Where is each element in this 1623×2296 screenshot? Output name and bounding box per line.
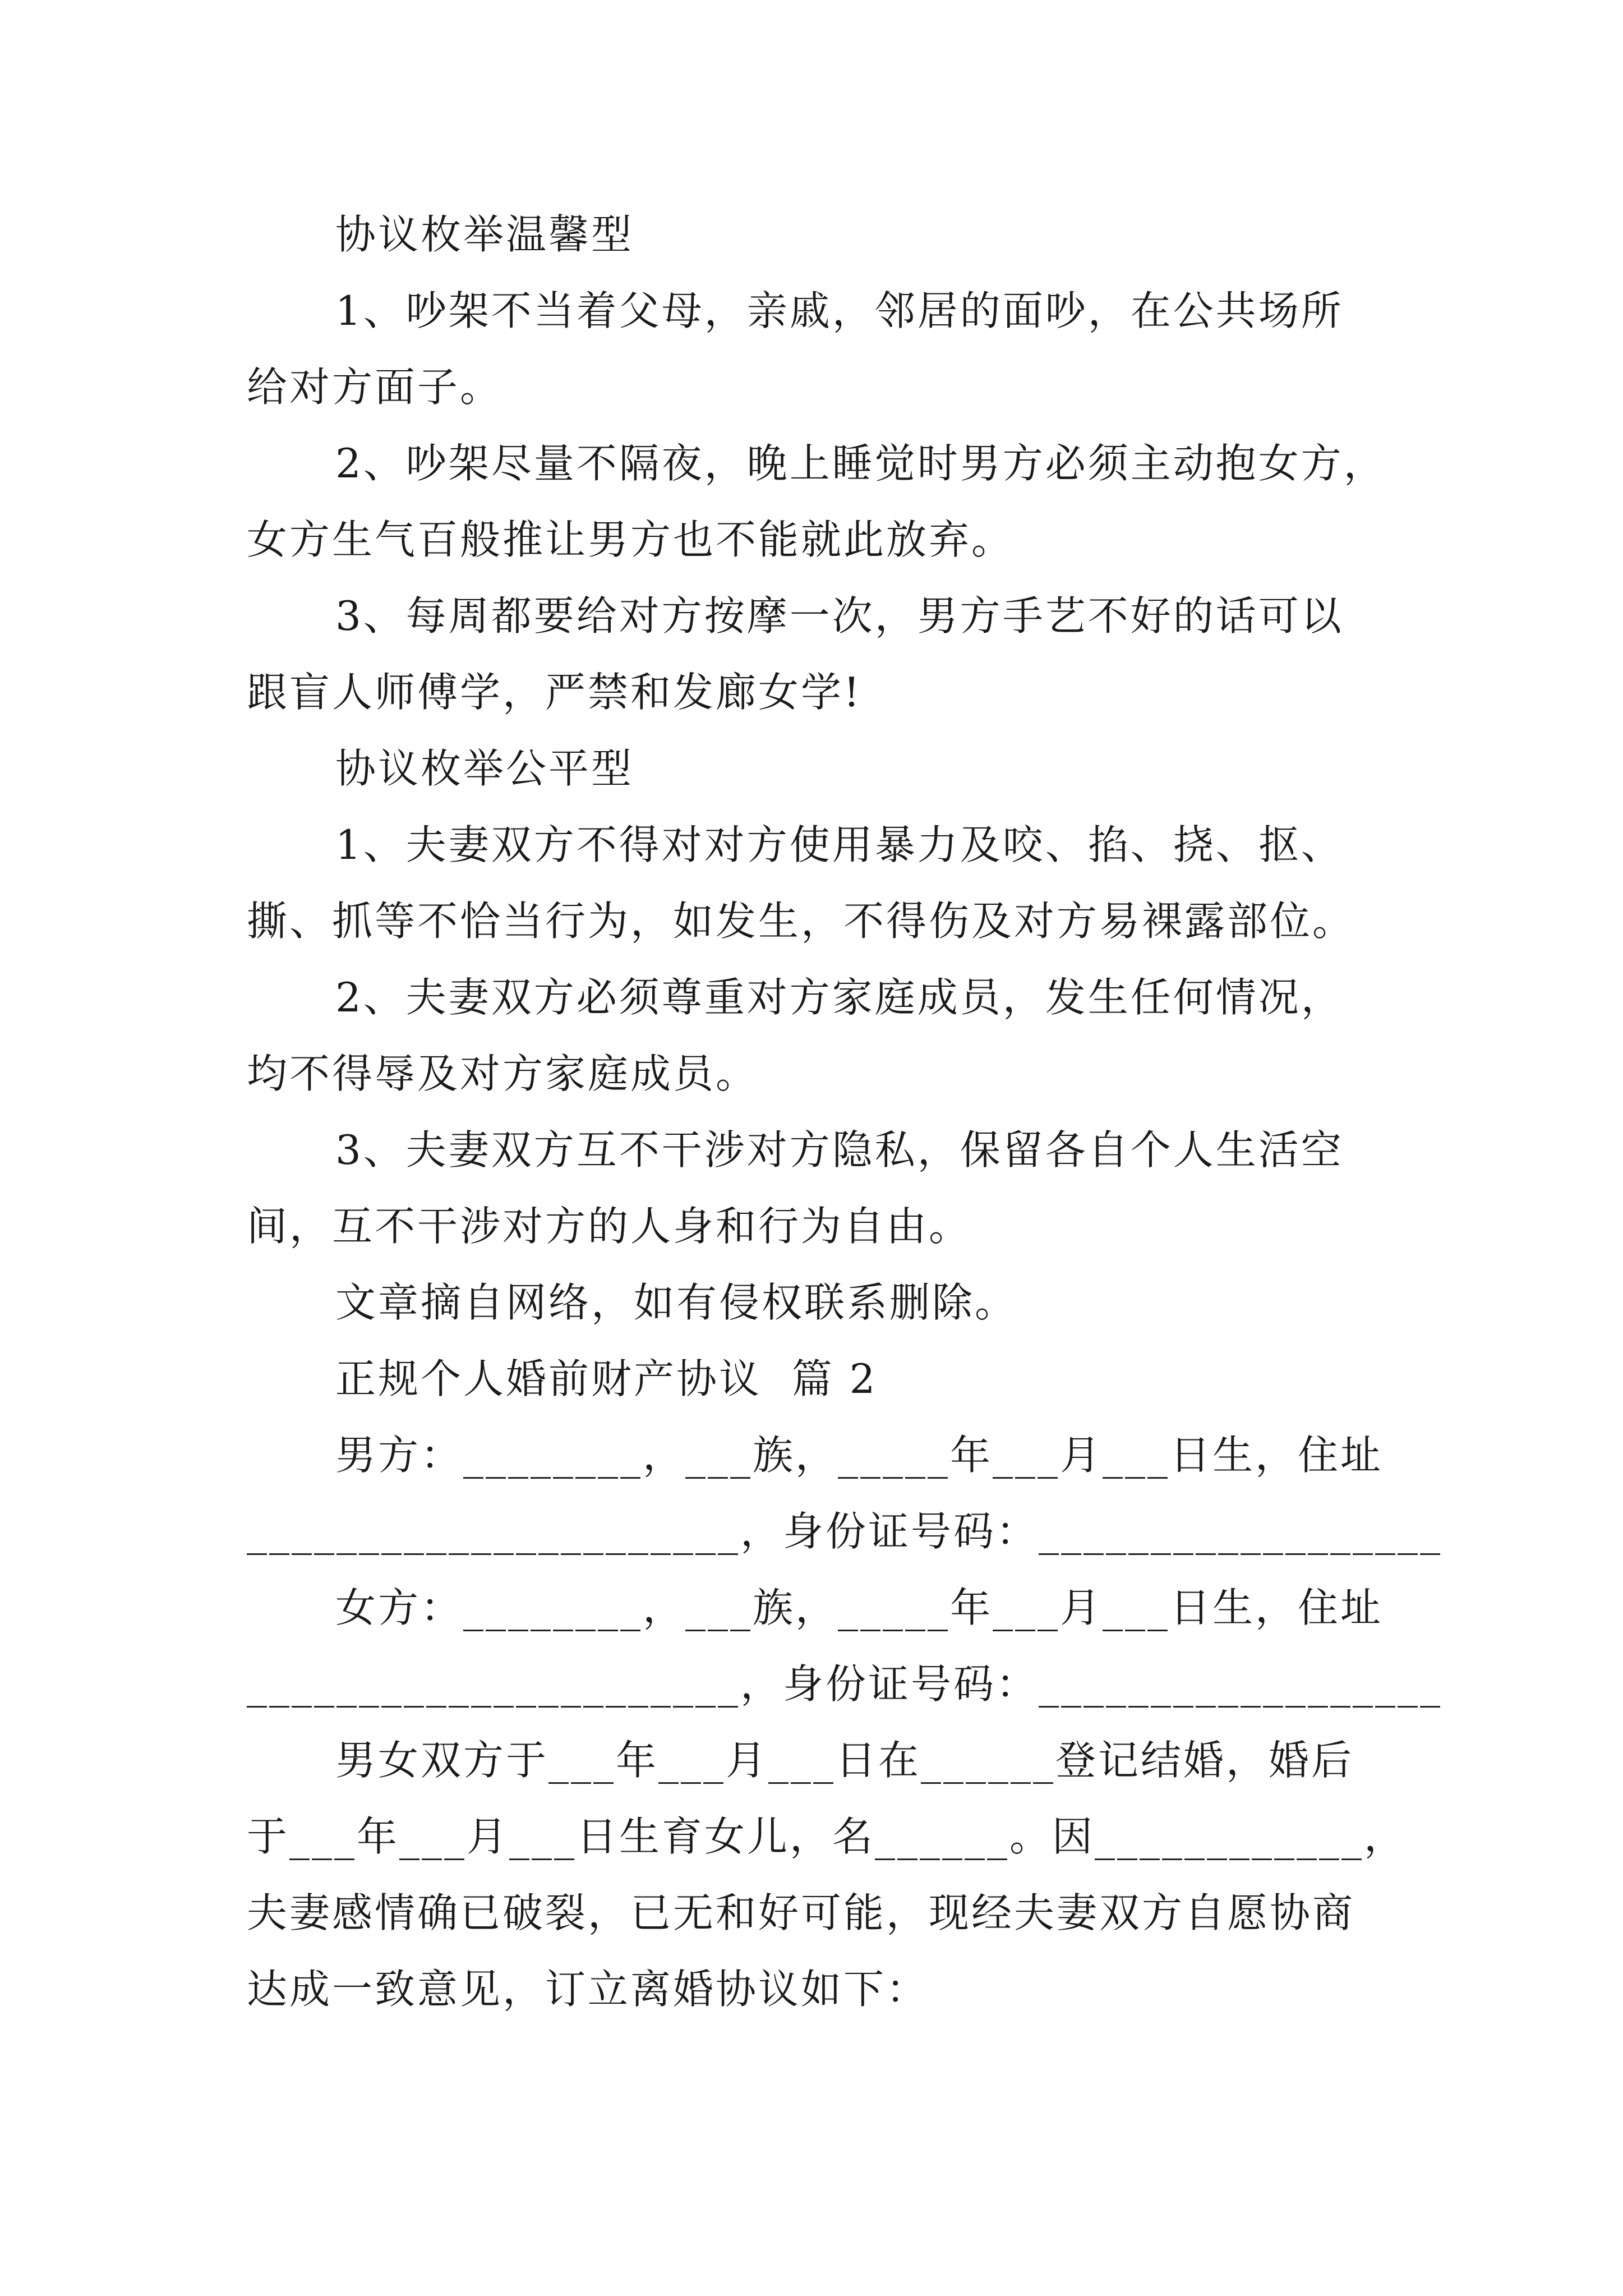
paragraph-line: 2、夫妻双方必须尊重对方家庭成员，发生任何情况， — [335, 974, 1344, 1021]
paragraph-line: 于___年___月___日生育女儿，名______。因____________， — [247, 1813, 1407, 1860]
paragraph-line: 跟盲人师傅学，严禁和发廊女学! — [247, 669, 862, 716]
paragraph-line: 3、每周都要给对方按摩一次，男方手艺不好的话可以 — [335, 592, 1344, 639]
paragraph-line: 1、夫妻双方不得对对方使用暴力及咬、掐、挠、抠、 — [335, 821, 1344, 868]
paragraph-line: 夫妻感情确已破裂，已无和好可能，现经夫妻双方自愿协商 — [247, 1889, 1355, 1936]
section-heading: 正规个人婚前财产协议 篇 2 — [335, 1355, 878, 1402]
paragraph-line: 文章摘自网络，如有侵权联系删除。 — [335, 1279, 1018, 1326]
section-heading: 协议枚举公平型 — [335, 745, 634, 792]
form-line: 女方：________，___族，_____年___月___日生，住址 — [335, 1584, 1384, 1631]
form-line: 男方：________，___族，_____年___月___日生，住址 — [335, 1432, 1384, 1479]
paragraph-line: 男女双方于___年___月___日在______登记结婚，婚后 — [335, 1737, 1354, 1784]
form-line: ______________________，身份证号码：__________________ — [247, 1660, 1443, 1708]
paragraph-line: 3、夫妻双方互不干涉对方隐私，保留各自个人生活空 — [335, 1126, 1344, 1174]
paragraph-line: 1、吵架不当着父母，亲戚，邻居的面吵，在公共场所 — [335, 287, 1344, 334]
paragraph-line: 达成一致意见，订立离婚协议如下： — [247, 1966, 929, 2013]
paragraph-line: 女方生气百般推让男方也不能就此放弃。 — [247, 516, 1015, 563]
paragraph-line: 均不得辱及对方家庭成员。 — [247, 1050, 759, 1097]
paragraph-line: 给对方面子。 — [247, 364, 503, 411]
paragraph-line: 撕、抓等不恰当行为，如发生，不得伤及对方易裸露部位。 — [247, 898, 1355, 945]
paragraph-line: 间，互不干涉对方的人身和行为自由。 — [247, 1203, 972, 1250]
section-heading: 协议枚举温馨型 — [335, 211, 634, 258]
form-line: ______________________，身份证号码：__________________ — [247, 1508, 1443, 1555]
paragraph-line: 2、吵架尽量不隔夜，晚上睡觉时男方必须主动抱女方， — [335, 440, 1386, 487]
